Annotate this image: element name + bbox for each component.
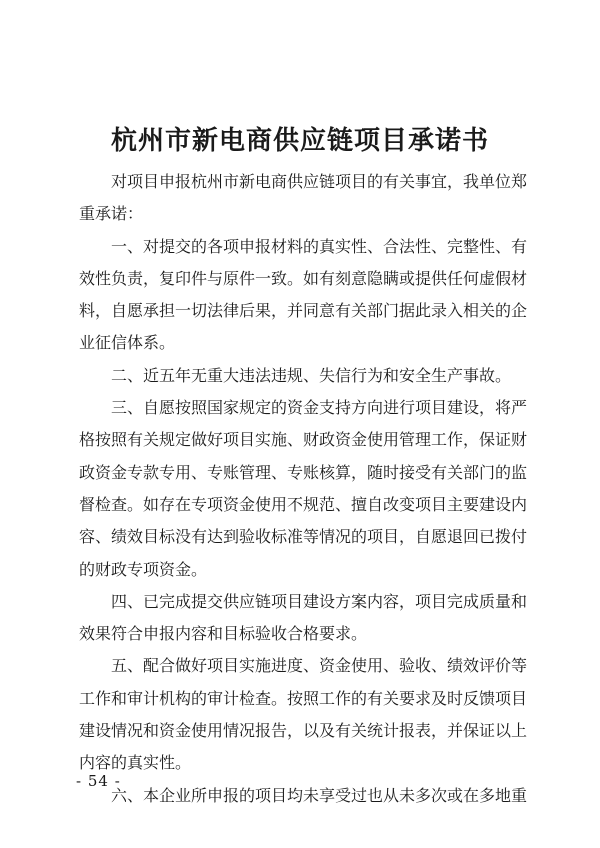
commitment-item-4: 四、已完成提交供应链项目建设方案内容，项目完成质量和效果符合申报内容和目标验收合格要求。	[79, 591, 528, 644]
commitment-item-6: 六、本企业所申报的项目均未享受过也从未多次或在多地重	[111, 785, 528, 805]
commitment-item-1: 一、对提交的各项申报材料的真实性、合法性、完整性、有效性负责，复印件与原件一致。如有刻意隐瞒或提供任何虚假材料，自愿承担一切法律后果，并同意有关部门据此录入相关的企业征信体系。	[79, 236, 528, 353]
commitment-item-2: 二、近五年无重大违法违规、失信行为和安全生产事故。	[111, 365, 512, 385]
page-number: - 54 -	[76, 772, 121, 790]
document-body	[79, 166, 527, 812]
commitment-item-5: 五、配合做好项目实施进度、资金使用、验收、绩效评价等工作和审计机构的审计检查。按照工作的有关要求及时反馈项目建设情况和资金使用情况报告，以及有关统计报表，并保证以上内容的真实性。	[79, 656, 528, 773]
document-title: 杭州市新电商供应链项目承诺书	[110, 126, 489, 157]
intro-paragraph: 对项目申报杭州市新电商供应链项目的有关事宜，我单位郑重承诺：	[79, 172, 528, 224]
commitment-item-3: 三、自愿按照国家规定的资金支持方向进行项目建设，将严格按照有关规定做好项目实施、财政资金使用管理工作，保证财政资金专款专用、专账管理、专账核算，随时接受有关部门的监督检查。如存在专项资金使用不规范、擅自改变项目主要建设内容、绩效目标没有达到验收标准等情况的项目，自愿退回已拨付的财政专项资金。	[79, 398, 528, 579]
